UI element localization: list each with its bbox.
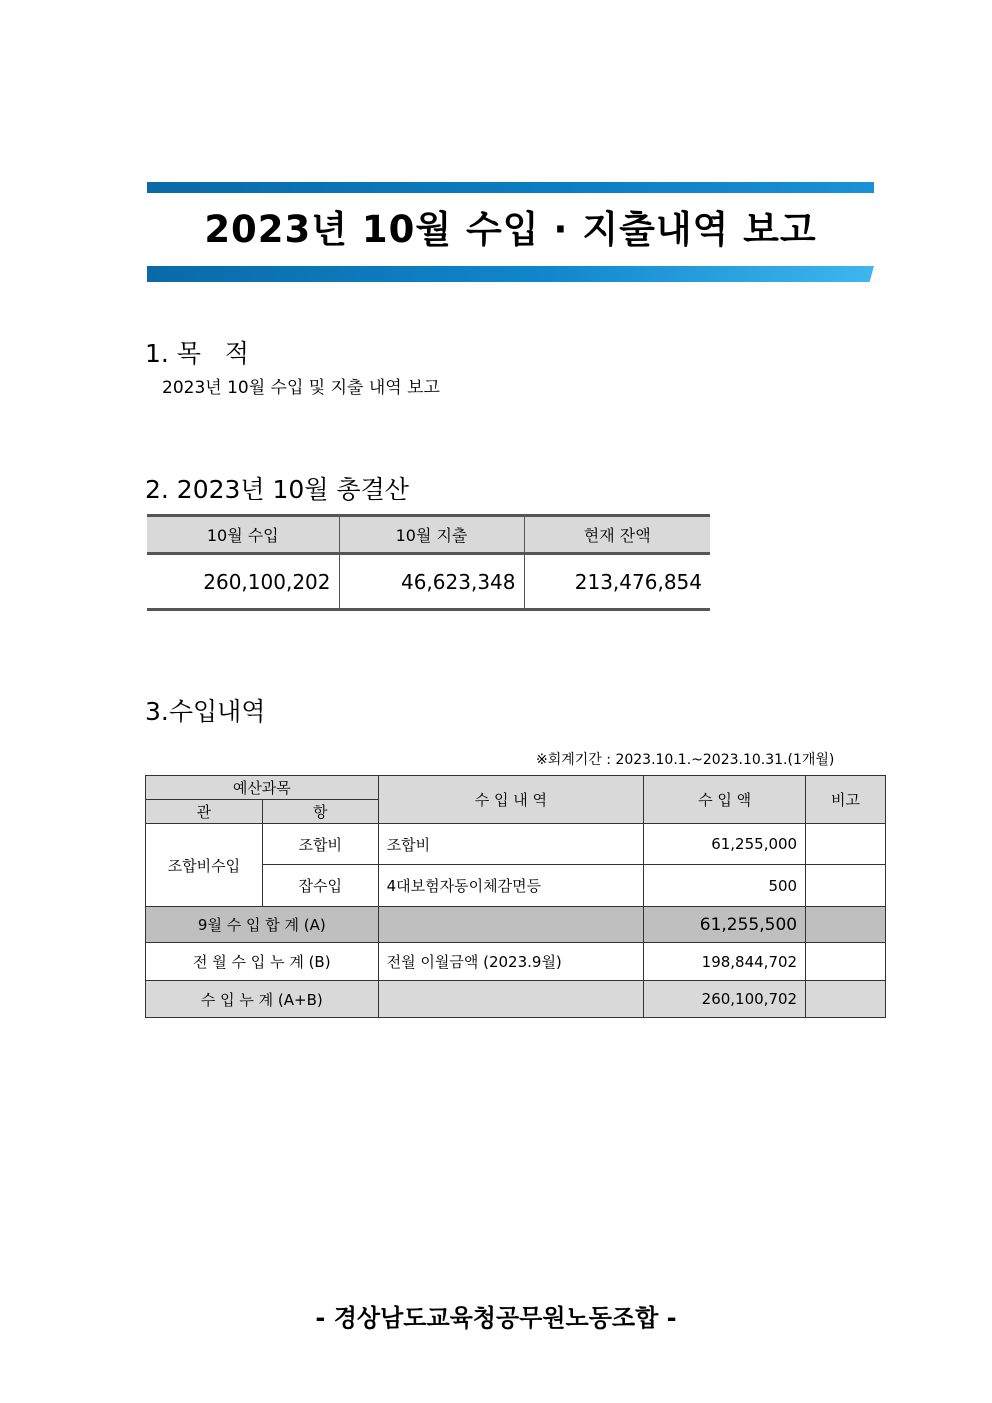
row-detail: 4대보험자동이체감면등 [378, 865, 644, 907]
section1-body: 2023년 10월 수입 및 지출 내역 보고 [162, 378, 440, 398]
accounting-period: ※회계기간 : 2023.10.1.~2023.10.31.(1개월) [536, 752, 835, 768]
footer-organization: - 경상남도교육청공무원노동조합 - [315, 1304, 677, 1332]
header-budget: 예산과목 [146, 776, 379, 800]
document-title: 2023년 10월 수입 · 지출내역 보고 [204, 208, 817, 251]
row-note [806, 824, 886, 865]
total-detail [378, 981, 644, 1018]
prev-amount: 198,844,702 [644, 943, 806, 981]
group-label: 조합비수입 [146, 824, 263, 907]
income-table [145, 775, 886, 1018]
title-bar-top [147, 182, 874, 193]
section3-heading: 3.수입내역 [145, 697, 266, 726]
header-note: 비고 [806, 776, 886, 824]
row-amount: 500 [644, 865, 806, 907]
sum-row [146, 907, 886, 943]
section2-heading: 2. 2023년 10월 총결산 [145, 475, 409, 504]
summary-header-balance: 현재 잔액 [524, 516, 710, 554]
total-note [806, 981, 886, 1018]
prev-detail: 전월 이월금액 (2023.9월) [378, 943, 644, 981]
header-amount: 수 입 액 [644, 776, 806, 824]
summary-header-income: 10월 수입 [147, 516, 339, 554]
row-hang: 조합비 [262, 824, 378, 865]
total-amount: 260,100,702 [644, 981, 806, 1018]
total-label: 수 입 누 계 (A+B) [146, 981, 379, 1018]
table-row [146, 824, 886, 865]
sum-amount: 61,255,500 [644, 907, 806, 943]
section1-heading: 1. 목 적 [145, 339, 249, 368]
sum-note [806, 907, 886, 943]
total-row [146, 981, 886, 1018]
summary-income-value: 260,100,202 [147, 554, 339, 610]
sum-detail [378, 907, 644, 943]
summary-expense-value: 46,623,348 [339, 554, 524, 610]
row-amount: 61,255,000 [644, 824, 806, 865]
summary-balance-value: 213,476,854 [524, 554, 710, 610]
prev-row [146, 943, 886, 981]
row-hang: 잡수입 [262, 865, 378, 907]
title-bar-bottom [147, 266, 874, 282]
prev-label: 전 월 수 입 누 계 (B) [146, 943, 379, 981]
header-hang: 항 [262, 800, 378, 824]
header-gwan: 관 [146, 800, 263, 824]
header-detail: 수 입 내 역 [378, 776, 644, 824]
row-detail: 조합비 [378, 824, 644, 865]
summary-table [147, 514, 710, 611]
summary-header-expense: 10월 지출 [339, 516, 524, 554]
sum-label: 9월 수 입 합 계 (A) [146, 907, 379, 943]
row-note [806, 865, 886, 907]
prev-note [806, 943, 886, 981]
